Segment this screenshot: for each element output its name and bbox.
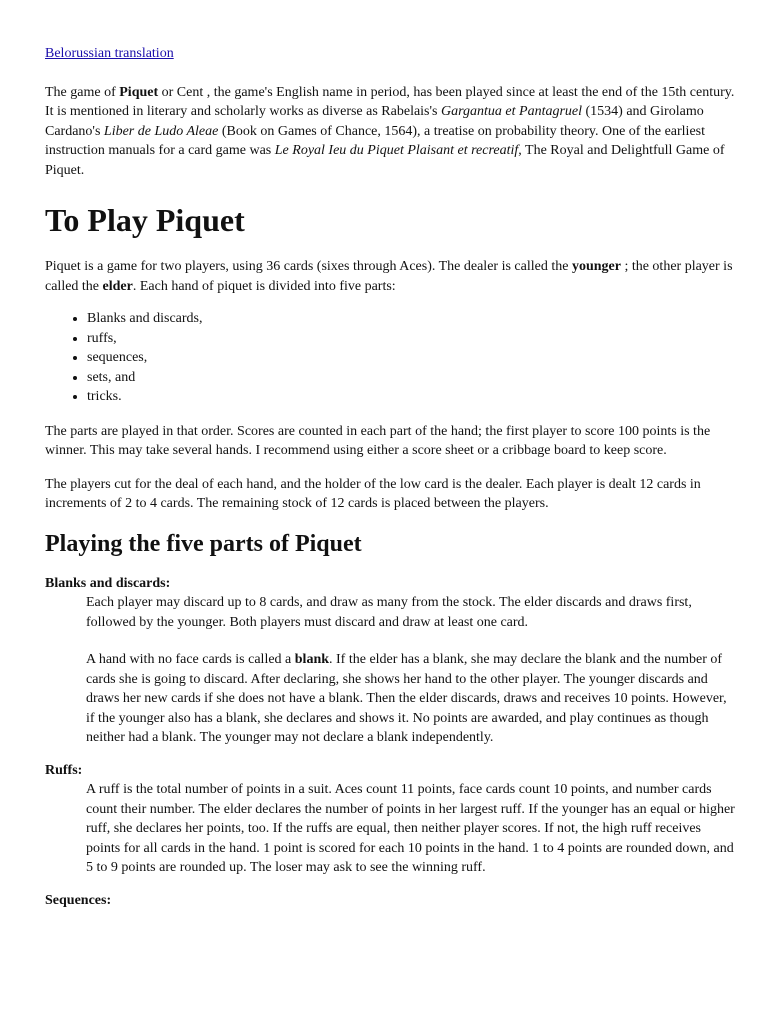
play-text-2: ; the other player is called the (45, 259, 733, 294)
blanks-text-2: . If the elder has a blank, she may declare the blank and the number of cards she is going to discard. After declaring, she shows her hand to the other player. The younger discards and draws her new cards if she does not have a blank. Then the elder discards, draws and receives 10 points. However, if the younger also has a blank, she declares and shows it. No points are awarded, and play continues as though neither had a blank. The younger may not declare a blank independently. (86, 652, 727, 745)
gargantua-title: Gargantua et Pantagruel (440, 104, 583, 119)
intro-paragraph (45, 83, 735, 181)
blanks-text-1: A hand with no face cards is called a (86, 652, 295, 667)
blanks-paragraph-1: Each player may discard up to 8 cards, and draw as many from the stock. The elder discards and draws first, followed by the younger. Both players must discard and draw at least one card. (86, 595, 692, 630)
section-heading: Playing the five parts of Piquet (45, 530, 362, 557)
belorussian-translation-link[interactable]: Belorussian translation (45, 46, 174, 61)
piquet-term: Piquet (119, 84, 159, 100)
liber-title: Liber de Ludo Aleae (103, 123, 219, 139)
blanks-paragraph-2 (86, 650, 735, 748)
intro-text-5: , The Royal and Delightfull Game of Piquet. (45, 143, 725, 178)
blank-term: blank (294, 652, 330, 667)
list-item: • ruffs, (87, 329, 735, 349)
list-item: • tricks. (87, 387, 735, 407)
parts-list (45, 309, 735, 407)
play-text-3: . Each hand of piquet is divided into five parts: (132, 278, 396, 294)
intro-text-2: or Cent , the game's English name in period, has been played since at least the end of the 15th century. It is mentioned in literary and scholarly works as diverse as Rabelais's (45, 84, 735, 119)
ruffs-paragraph: A ruff is the total number of points in a suit. Aces count 11 points, face cards count 10 points, and number cards count their number. The elder declares the number of points in her largest ruff. If the younger has an equal or higher ruff, she declares her points, too. If the ruffs are equal, then neither player scores. If not, the high ruff receives points for all cards in the hand. 1 point is scored for each 10 points in the hand. 1 to 4 points are rounded down, and 5 to 9 points are rounded up. The loser may ask to see the winning ruff. (86, 782, 735, 875)
list-item: • sequences, (87, 348, 735, 368)
parts-definition-list (45, 574, 735, 911)
order-paragraph: The parts are played in that order. Scores are counted in each part of the hand; the first player to score 100 points is the winner. This may take several hands. I recommend using either a score sheet or a cribbage board to keep score. (45, 423, 711, 458)
younger-term: younger (571, 259, 621, 274)
list-item: • sets, and (87, 368, 735, 388)
intro-text-1: The game of (45, 84, 120, 100)
play-paragraph (45, 257, 735, 296)
blanks-term: Blanks and discards: (45, 575, 171, 591)
cut-paragraph: The players cut for the deal of each hand, and the holder of the low card is the dealer. Each player is dealt 12 cards in increments of 2 to 4 cards. The remaining stock of 12 cards is placed between the players. (45, 476, 701, 511)
list-item: • Blanks and discards, (87, 309, 735, 329)
blanks-definition (86, 593, 735, 748)
elder-term: elder (102, 278, 133, 294)
intro-text-4: (Book on Games of Chance, 1564), a treatise on probability theory. One of the earliest instruction manuals for a card game was (45, 123, 705, 158)
royal-title: Le Royal Ieu du Piquet Plaisant et recreatif (274, 143, 519, 158)
page-title: To Play Piquet (45, 202, 245, 238)
intro-text-3: (1534) and Girolamo Cardano's (45, 104, 704, 139)
ruffs-term: Ruffs: (45, 762, 83, 778)
sequences-term: Sequences: (45, 892, 112, 908)
ruffs-definition (86, 780, 735, 878)
document-page (45, 44, 735, 910)
play-text-1: Piquet is a game for two players, using 36 cards (sixes through Aces). The dealer is called the (45, 259, 572, 274)
